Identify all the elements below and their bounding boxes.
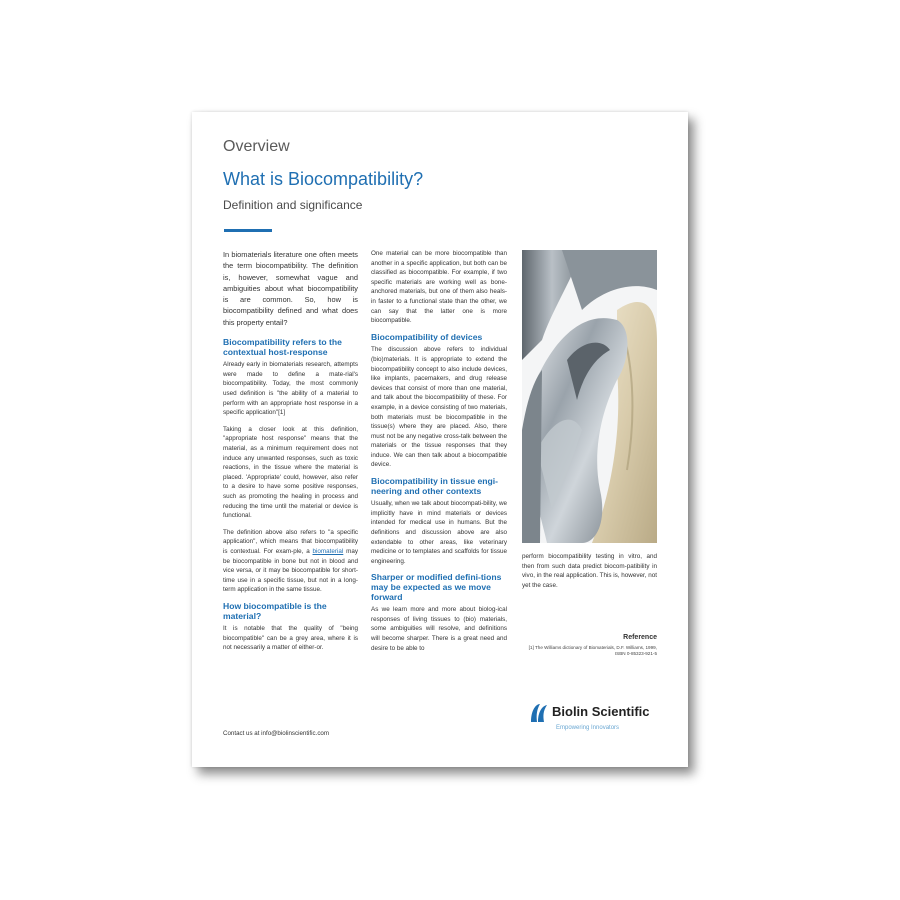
document-page bbox=[192, 112, 688, 767]
reference-heading: Reference bbox=[623, 634, 657, 641]
paragraph: As we learn more and more about biolog-ical responses of living tissues to (bio) materials, some ambiguities will resolve, and definitions will become sharper. There is a great need and desire to be able to bbox=[371, 606, 507, 652]
intro-paragraph: In biomaterials literature one often meets the term biocompatibility. The definition is, however, somewhat vague and ambiguities about what biocompatibility is are common. So, how is biocompatibility defined and what does this property entail? bbox=[223, 250, 358, 327]
paragraph: Usually, when we talk about biocompati-bility, we implicitly have in mind materials or devices intended for medical use in humans. But the definitions and discussion above are also extendable to other areas, like veterinary medicine or to templates and scaffolds for tissue engineering. bbox=[371, 500, 507, 565]
reference-text: [1] The Williams dictionary of Biomaterials, D.F. Williams, 1999, ISBN 0-85323-921-5 bbox=[528, 645, 657, 656]
paragraph: One material can be more biocompatible than another in a specific application, but both can be classified as biocompatible. For example, if two specific materials are working well as bone-anchored materials, but one of them also heals-in faster to a functional state than the other, we can say that the latter one is more biocompatible. bbox=[371, 250, 507, 325]
paragraph: Already early in biomaterials research, attempts were made to define a mate-rial's biocompatibility. Today, the most commonly used definition is "the ability of a material to perform with an appropriate host response in a specific application"[1] bbox=[223, 361, 358, 417]
heading-tissue-engineering: Biocompatibility in tissue engi-neering and other contexts bbox=[371, 476, 499, 496]
paragraph: The discussion above refers to individual (bio)materials. It is appropriate to extend the biocompatibility concept to also include devices, like implants, pacemakers, and drug release devices that consist of more than one material, and talk about the biocompatibility of these. For example, in a device consisting of two materials, both materials must be biocompatible in the tissue(s) where they are placed. Also, there must not be any negative cross-talk between the materials or the tissue responses that they induce. We can then talk about a biocompatible device. bbox=[371, 346, 507, 469]
text: may be biocompatible in bone but not in blood and vice versa, or it may be biocompatible for short-time use in a specific tissue, but not in a long-term application in the same tissue. bbox=[223, 547, 358, 594]
column-1 bbox=[223, 249, 358, 660]
page-subtitle: Definition and significance bbox=[223, 198, 363, 212]
column-3 bbox=[522, 552, 657, 597]
heading-how-biocompatible: How biocompatible is the material? bbox=[223, 600, 327, 621]
brand-name: Biolin Scientific bbox=[552, 704, 650, 719]
text: The definition above also refers to "a specific application", which means that biocompatibility is contextual. For exam-ple, a bbox=[223, 528, 358, 555]
contact-line: Contact us at info@biolinscientific.com bbox=[223, 730, 330, 737]
biolin-logo-icon bbox=[528, 700, 550, 726]
page-title: What is Biocompatibility? bbox=[223, 169, 424, 189]
paragraph: It is notable that the quality of "being biocompatible" can be a grey area, where it is not necessarily a matter of either-or. bbox=[223, 625, 358, 652]
heading-devices: Biocompatibility of devices bbox=[371, 331, 483, 342]
brand-tagline: Empowering Innovators bbox=[556, 725, 620, 731]
title-underline bbox=[224, 229, 272, 232]
paragraph: Taking a closer look at this definition, "appropriate host response" means that the material, as a minimum requirement does not induce any unwanted responses, such as toxic reactions, in the tissue where the material is placed. 'Appropriate' could, however, also refer to a desire to have some positive responses, such as promoting the healing in process and reducing the time until the material or device is functional. bbox=[223, 425, 358, 520]
column-2 bbox=[371, 249, 507, 660]
heading-sharper-definitions: Sharper or modified defini-tions may be expected as we move forward bbox=[371, 572, 502, 602]
heading-contextual-host-response: Biocompatibility refers to the contextual host-response bbox=[223, 337, 342, 357]
paragraph: perform biocompatibility testing in vitro, and then from such data predict biocom-patibility in vivo, in the real application. This is, however, not yet the case. bbox=[522, 553, 657, 589]
implant-photo bbox=[522, 250, 657, 543]
section-label: Overview bbox=[223, 138, 290, 155]
implant-illustration bbox=[522, 250, 657, 543]
paragraph-with-link bbox=[223, 528, 358, 595]
biomaterial-link[interactable]: biomaterial bbox=[312, 547, 344, 555]
